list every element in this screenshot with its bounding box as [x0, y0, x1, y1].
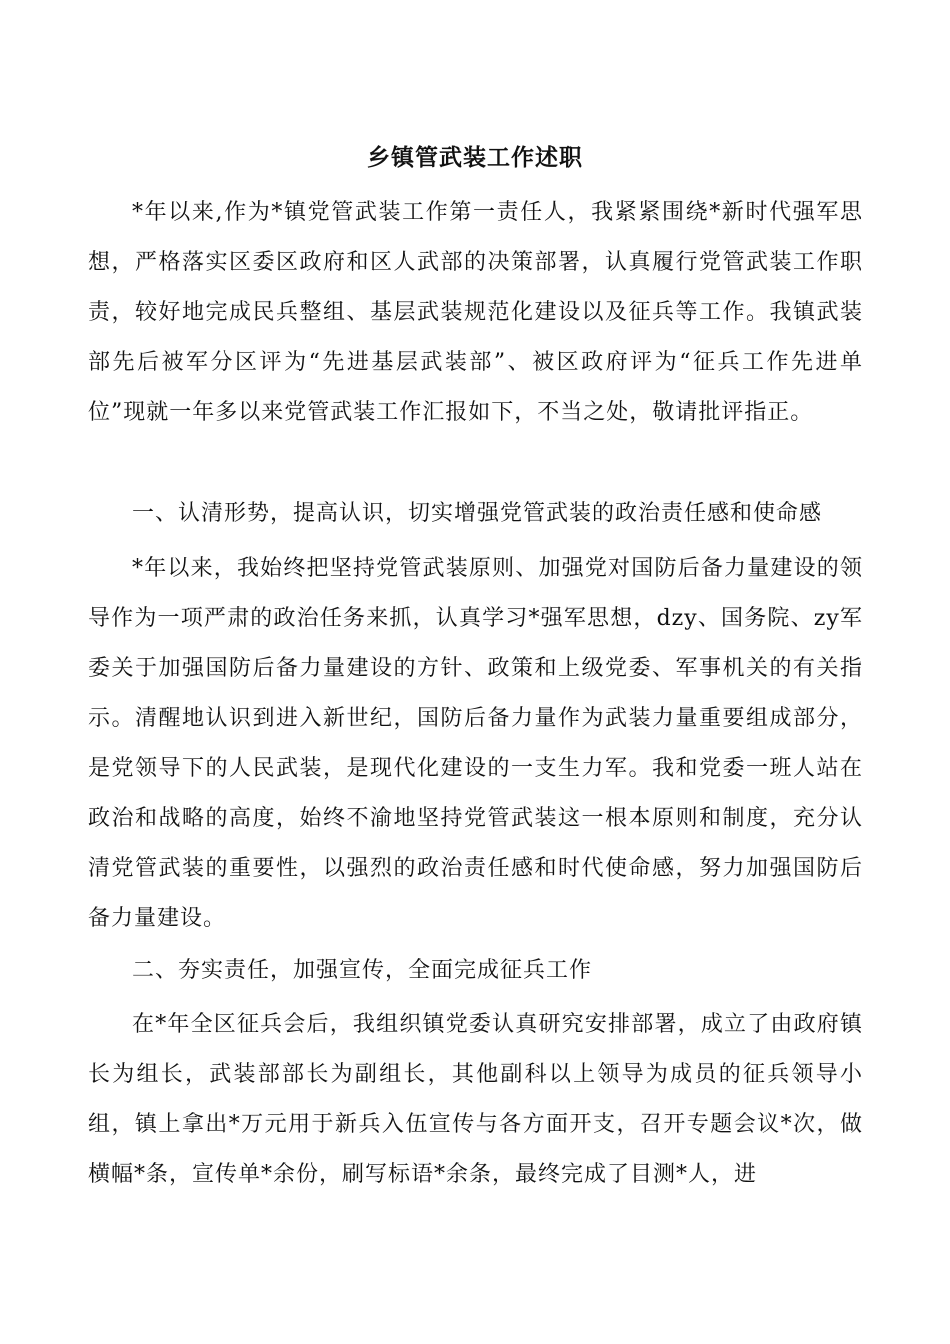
- section-1-paragraph: *年以来，我始终把坚持党管武装原则、加强党对国防后备力量建设的领导作为一项严肃的政治任务来抓，认真学习*强军思想，dzy、国务院、zy军委关于加强国防后备力量建设的方针、政策和上级党委、军事机关的有关指示。清醒地认识到进入新世纪，国防后备力量作为武装力量重要组成部分，是党领导下的人民武装，是现代化建设的一支生力军。我和党委一班人站在政治和战略的高度，始终不渝地坚持党管武装这一根本原则和制度，充分认清党管武装的重要性，以强烈的政治责任感和时代使命感，努力加强国防后备力量建设。: [88, 556, 863, 931]
- section-heading-1: 一、认清形势，提高认识，切实增强党管武装的政治责任感和使命感: [132, 501, 823, 526]
- section-2-paragraph: 在*年全区征兵会后，我组织镇党委认真研究安排部署，成立了由政府镇长为组长，武装部部长为副组长，其他副科以上领导为成员的征兵领导小组，镇上拿出*万元用于新兵入伍宣传与各方面开支，召开专题会议*次，做横幅*条，宣传单*余份，刷写标语*余条，最终完成了目测*人，进: [88, 1012, 863, 1187]
- document-title: 乡镇管武装工作述职: [367, 144, 583, 171]
- section-heading-2: 二、夯实责任，加强宣传，全面完成征兵工作: [132, 958, 593, 983]
- intro-paragraph: *年以来,作为*镇党管武装工作第一责任人，我紧紧围绕*新时代强军思想，严格落实区委区政府和区人武部的决策部署，认真履行党管武装工作职责，较好地完成民兵整组、基层武装规范化建设以及征兵等工作。我镇武装部先后被军分区评为“先进基层武装部”、被区政府评为“征兵工作先进单位”现就一年多以来党管武装工作汇报如下，不当之处，敬请批评指正。: [88, 200, 863, 425]
